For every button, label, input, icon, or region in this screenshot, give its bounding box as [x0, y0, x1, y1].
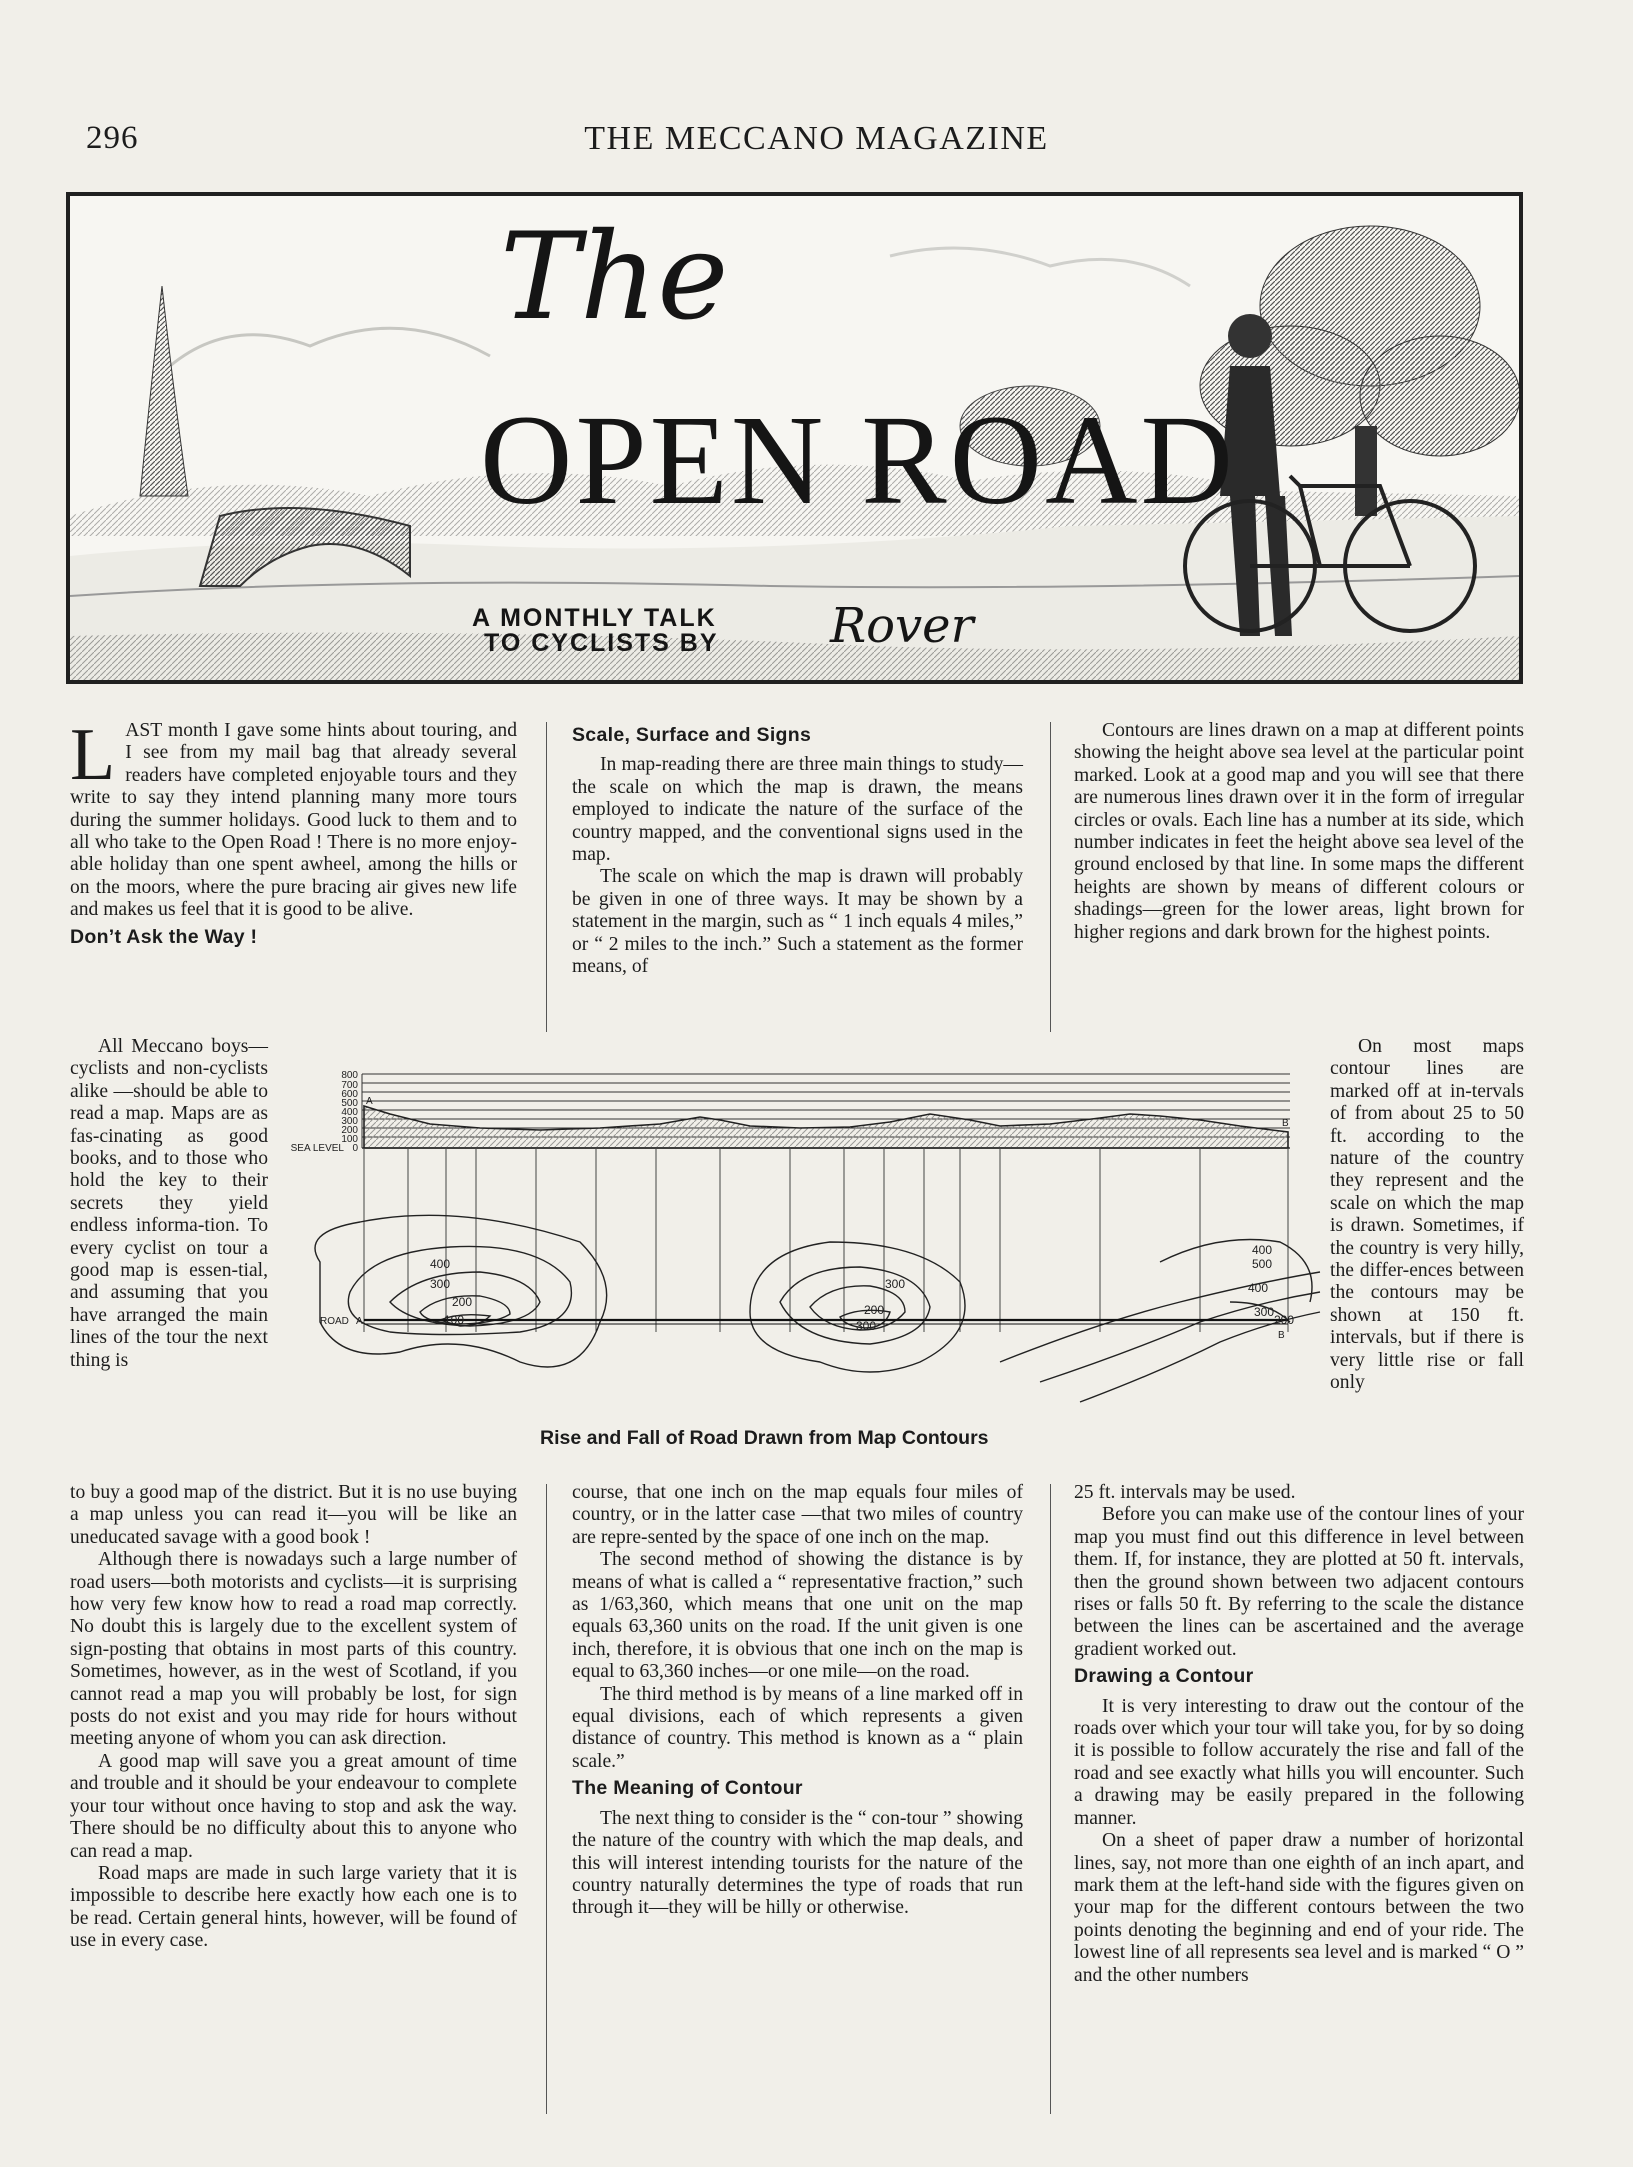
- paragraph: The scale on which the map is drawn will probably be given in one of three ways. It may be shown by a statement in the margin, such as “ 1 inch equals 4 miles,” or “ 2 miles to the inch.” Such a statement as the former means, of: [572, 866, 1023, 978]
- point-a-road: A: [356, 1316, 363, 1327]
- contour-label: 400: [1252, 1243, 1273, 1257]
- column-2-top: [572, 720, 1023, 978]
- banner-title-the: The: [500, 208, 729, 347]
- point-b-road: B: [1278, 1330, 1285, 1341]
- column-rule: [546, 722, 547, 1032]
- paragraph: The next thing to consider is the “ con-tour ” showing the nature of the country with which the map deals, and this will interest intending tourists for the nature of the country naturally determines the type of roads that run through it—they will be hilly or otherwise.: [572, 1807, 1023, 1919]
- contour-label: 200: [1274, 1313, 1295, 1327]
- column-1-lower: [70, 1482, 517, 1953]
- subheading: Scale, Surface and Signs: [572, 724, 812, 746]
- para-1-text: AST month I gave some hints about touring, and I see from my mail bag that already several readers have completed enjoyable tours and they write to say they intend planning many more tours during the summer holidays. Good luck to them and to all who take to the Open Road ! There is no more enjoy-able holiday than one spent awheel, among the hills or on the moors, where the pure bracing air gives new life and makes us feel that it is good to be alive.: [70, 720, 517, 921]
- contour-label: 500: [1252, 1257, 1273, 1271]
- subheading: The Meaning of Contour: [572, 1777, 803, 1800]
- height-label: 500: [341, 1098, 358, 1109]
- paragraph: The second method of showing the distance is by means of what is called a “ representative fraction,” such as 1/63,360, which means that one unit on the map equals 63,360 units on the road. If the unit given is one inch, therefore, it is obvious that one inch on the map is equal to 63,360 inches—or one mile—on the road.: [572, 1549, 1023, 1683]
- paragraph: 25 ft. intervals may be used.: [1074, 1482, 1296, 1503]
- height-label: 300: [341, 1116, 358, 1127]
- height-label: 0: [352, 1143, 358, 1154]
- point-a-top: A: [366, 1096, 373, 1107]
- paragraph: On a sheet of paper draw a number of horizontal lines, say, not more than one eighth of an inch apart, and mark them at the left-hand side with the figures given on your map for the different contours between the two points denoting the beginning and end of your ride. The lowest line of all represents sea level and is marked “ O ” and the other numbers: [1074, 1830, 1524, 1986]
- paragraph: On most maps contour lines are marked off at in-tervals of from about 25 to 50 ft. according to the nature of the country they represent and the scale on which the map is drawn. Sometimes, if the country is very hilly, the differ-ences between the contours may be shown at 150 ft. intervals, but if there is very little rise or fall only: [1330, 1036, 1524, 1394]
- paragraph: to buy a good map of the district. But it is no use buying a map unless you can read it—you will be like an uneducated savage with a good book !: [70, 1482, 517, 1548]
- banner-subtitle: [472, 606, 852, 656]
- column-3-lower: [1074, 1482, 1524, 1987]
- sea-level-label: SEA LEVEL: [290, 1143, 344, 1154]
- contour-label: 400: [1248, 1281, 1269, 1295]
- height-label: 700: [341, 1080, 358, 1091]
- height-label: 600: [341, 1089, 358, 1100]
- contour-diagram: [280, 1062, 1336, 1482]
- contour-label: 300: [1254, 1305, 1275, 1319]
- column-rule: [546, 1484, 547, 2114]
- height-label: 100: [341, 1134, 358, 1145]
- paragraph: Road maps are made in such large variety that it is impossible to describe here exactly how each one is to be read. Certain general hints, however, will be found of use in every case.: [70, 1862, 517, 1952]
- page-number: 296: [86, 120, 139, 156]
- height-label: 800: [341, 1070, 358, 1081]
- paragraph: It is very interesting to draw out the contour of the roads over which your tour will take you, for by so doing it is possible to follow accurately the rise and fall of the road and see exactly what hills you will encounter. Such a drawing may be easily prepared in the following manner.: [1074, 1695, 1524, 1829]
- contour-diagram-svg: [280, 1062, 1336, 1482]
- banner-title: OPEN ROAD: [480, 389, 1236, 531]
- contour-label: 200: [864, 1303, 885, 1317]
- column-1-narrow: [70, 1036, 268, 1372]
- height-label: 200: [341, 1125, 358, 1136]
- subheading: Don’t Ask the Way !: [70, 925, 258, 948]
- contour-label: 400: [430, 1257, 451, 1271]
- column-3-top: [1074, 720, 1524, 944]
- paragraph: Although there is nowadays such a large number of road users—both motorists and cyclists—it is surprising how very few know how to read a road map correctly. No doubt this is largely due to the excellent system of sign-posting that obtains in most parts of this country. Sometimes, however, as in the west of Scotland, if you cannot read a map you will probably be lost, for sign posts do not exist and you may ride for hours without meeting anyone of whom you can ask direction.: [70, 1549, 517, 1750]
- paragraph: All Meccano boys—cyclists and non-cyclists alike —should be able to read a map. Maps are as fas-cinating as good books, and to those who hold the key to their secrets they yield endless informa-tion. To every cyclist on tour a good map is essen-tial, and assuming that you have arranged the main lines of the tour the next thing is: [70, 1036, 268, 1371]
- column-3-narrow: [1330, 1036, 1524, 1395]
- road-label: ROAD: [320, 1316, 349, 1327]
- contour-label: 200: [452, 1295, 473, 1309]
- point-b-top: B: [1282, 1118, 1289, 1129]
- height-label: 400: [341, 1107, 358, 1118]
- drop-cap: L: [70, 714, 116, 796]
- column-rule: [1050, 722, 1051, 1032]
- column-2-lower: [572, 1482, 1023, 1920]
- paragraph: Before you can make use of the contour lines of your map you must find out this difference in level between them. If, for instance, they are plotted at 50 ft. intervals, then the ground shown between two adjacent contours rises or falls 50 ft. By referring to the scale the distance between the lines can be ascertained and the average gradient worked out.: [1074, 1504, 1524, 1660]
- magazine-title: THE MECCANO MAGAZINE: [584, 120, 1049, 157]
- paragraph: The third method is by means of a line marked off in equal divisions, each of which represents a given distance of country. This method is known as a “ plain scale.”: [572, 1683, 1023, 1772]
- contour-label: 300: [856, 1319, 877, 1333]
- column-1-top: [70, 714, 517, 956]
- banner-signature: Rover: [830, 598, 974, 654]
- contour-label: 300: [430, 1277, 451, 1291]
- paragraph: course, that one inch on the map equals four miles of country, or in the latter case —that two miles of country are repre-sented by the space of one inch on the map.: [572, 1482, 1023, 1548]
- subheading: Drawing a Contour: [1074, 1665, 1254, 1688]
- banner-subtitle-line2: TO CYCLISTS BY: [484, 629, 719, 657]
- banner-subtitle-line1: A MONTHLY TALK: [472, 604, 717, 632]
- paragraph: Contours are lines drawn on a map at different points showing the height above sea level at the particular point marked. Look at a good map and you will see that there are numerous lines drawn over it in the form of irregular circles or ovals. Each line has a number at its side, which number indicates in feet the height above sea level of the ground enclosed by that line. In some maps the different heights are shown by means of different colours or shadings—green for the lower areas, light brown for higher regions and dark brown for the highest points.: [1074, 720, 1524, 943]
- diagram-caption: Rise and Fall of Road Drawn from Map Contours: [540, 1427, 989, 1449]
- paragraph: [70, 714, 517, 922]
- banner-illustration: [66, 192, 1523, 684]
- paragraph: In map-reading there are three main things to study—the scale on which the map is drawn, the means employed to indicate the nature of the surface of the country mapped, and the conventional signs used in the map.: [572, 754, 1023, 866]
- column-rule: [1050, 1484, 1051, 2114]
- paragraph: A good map will save you a great amount of time and trouble and it should be your endeavour to complete your tour without once having to stop and ask the way. There should be no difficulty about this to anyone who can read a map.: [70, 1750, 517, 1862]
- contour-label: 100: [444, 1313, 465, 1327]
- contour-label: 300: [885, 1277, 906, 1291]
